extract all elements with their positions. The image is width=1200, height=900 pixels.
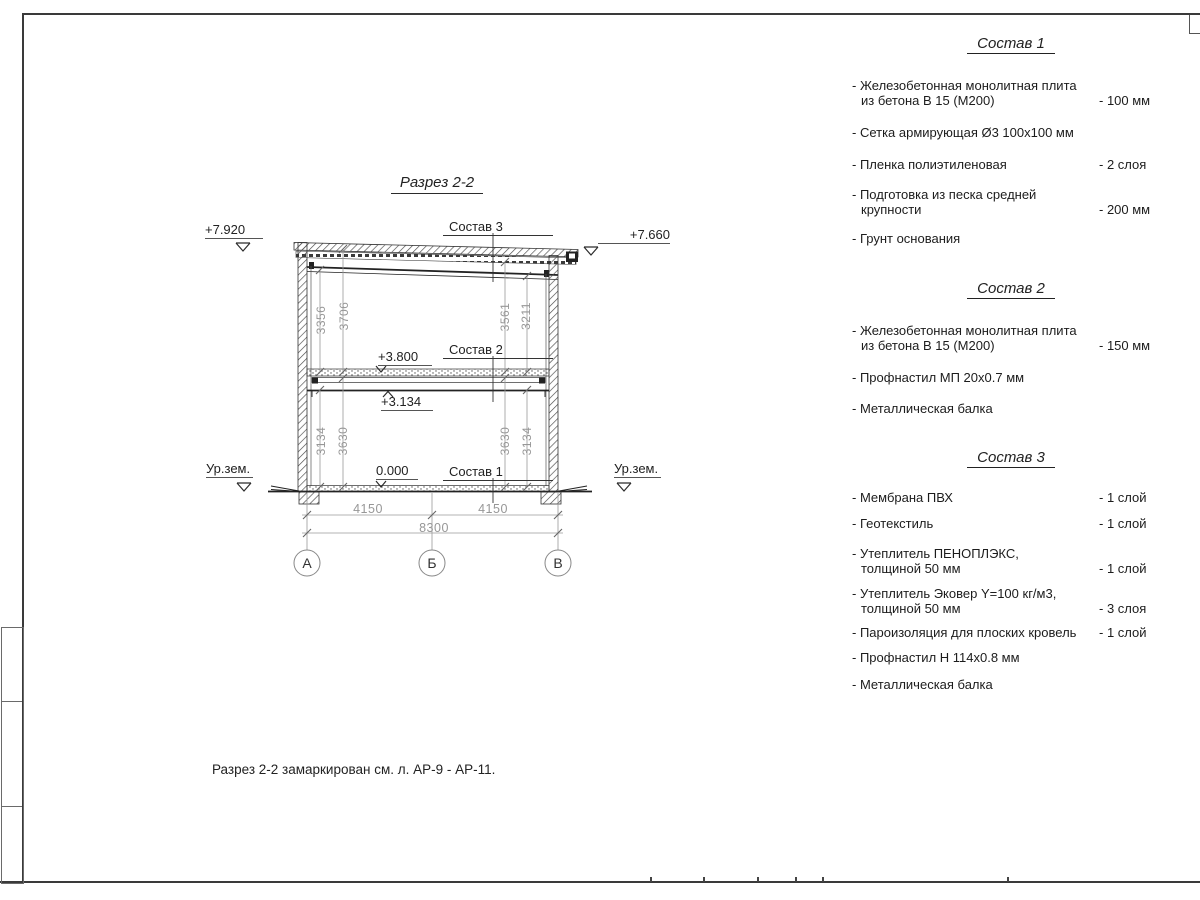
legend-item: - Грунт основания [852,231,961,246]
wall-left [298,243,311,492]
dim-lower-right-inner: 3630 [498,426,512,456]
dim-lower-left-outer: 3630 [336,426,350,456]
dim-lower-left-inner: 3134 [314,426,328,456]
legend-item: - Утеплитель ПЕНОПЛЭКС, толщиной 50 мм - 1 слой [852,546,1147,576]
legend-item-value: - 100 мм [1099,93,1151,108]
dim-upper-right-outer: 3211 [519,302,533,330]
ground-level-label-left: Ур.зем. [206,461,253,478]
legend-item-value: - 200 мм [1099,202,1151,217]
drawing-title: Разрез 2-2 [391,174,483,194]
legend-title-1: Состав 1 [967,36,1055,54]
legend-item: - Профнастил МП 20х0.7 мм [852,370,1025,385]
legend-item-value: - 3 слоя [1099,601,1147,616]
ground-slab [268,486,592,505]
legend-item-value: - 1 слой [1099,490,1147,505]
legend-section-1 [852,36,1170,246]
legend-item: - Геотекстиль - 1 слой [852,516,1147,531]
legend-item: - Утеплитель Эковер Y=100 кг/м3, толщиной 50 мм - 3 слоя [852,586,1147,616]
drawing-note: Разрез 2-2 замаркирован см. л. АР-9 - АР-11. [212,762,496,777]
legend-item-value: - 2 слоя [1099,157,1147,172]
ground-level-label-right: Ур.зем. [614,461,661,478]
legend-item: - Профнастил Н 114х0.8 мм [852,650,1020,665]
dim-span-left: 4150 [353,502,383,516]
legend-section-2 [852,281,1170,416]
roof-assembly [294,243,578,280]
callout-sostav-3: Состав 3 [443,219,553,236]
dim-upper-right-inner: 3561 [498,302,512,332]
legend-title-2: Состав 2 [967,281,1055,299]
elevation-label-top-left: +7.920 [205,222,263,239]
elevation-label-beam: +3.134 [381,394,433,411]
dim-upper-left-outer: 3706 [337,301,351,331]
legend-item-value: - 150 мм [1099,338,1151,353]
legend-title-3: Состав 3 [967,450,1055,468]
legend-item: - Мембрана ПВХ - 1 слой [852,490,1147,505]
axis-marker-v: В [553,555,563,571]
dim-lower-right-outer: 3134 [520,426,534,456]
legend-item: - Пленка полиэтиленовая - 2 слоя [852,157,1147,172]
axis-marker-b: Б [427,555,437,571]
callout-sostav-2: Состав 2 [443,342,553,359]
elevation-arrows [236,243,631,491]
legend-item: - Железобетонная монолитная плита из бетона В 15 (М200) - 150 мм [852,323,1151,353]
legend-item: - Железобетонная монолитная плита из бетона В 15 (М200) - 100 мм [852,78,1151,108]
legend-item: - Металлическая балка [852,677,993,692]
dim-upper-left-inner: 3356 [314,305,328,335]
axis-marker-a: А [302,555,312,571]
callout-sostav-1: Состав 1 [443,464,553,481]
legend-item-value: - 1 слой [1099,516,1147,531]
legend-item: - Пароизоляция для плоских кровель - 1 слой [852,625,1147,640]
legend-item: - Металлическая балка [852,401,993,416]
elevation-label-zero: 0.000 [376,463,418,480]
elevation-label-mid: +3.800 [378,349,432,366]
legend-item-value: - 1 слой [1099,625,1147,640]
legend-item-value: - 1 слой [1099,561,1147,576]
legend-item: - Сетка армирующая Ø3 100х100 мм [852,125,1074,140]
dim-span-right: 4150 [478,502,508,516]
elevation-label-top-right: +7.660 [598,227,670,244]
legend-item: - Подготовка из песка средней крупности - 200 мм [852,187,1151,217]
legend-section-3 [852,450,1170,692]
dim-span-total: 8300 [419,521,449,535]
